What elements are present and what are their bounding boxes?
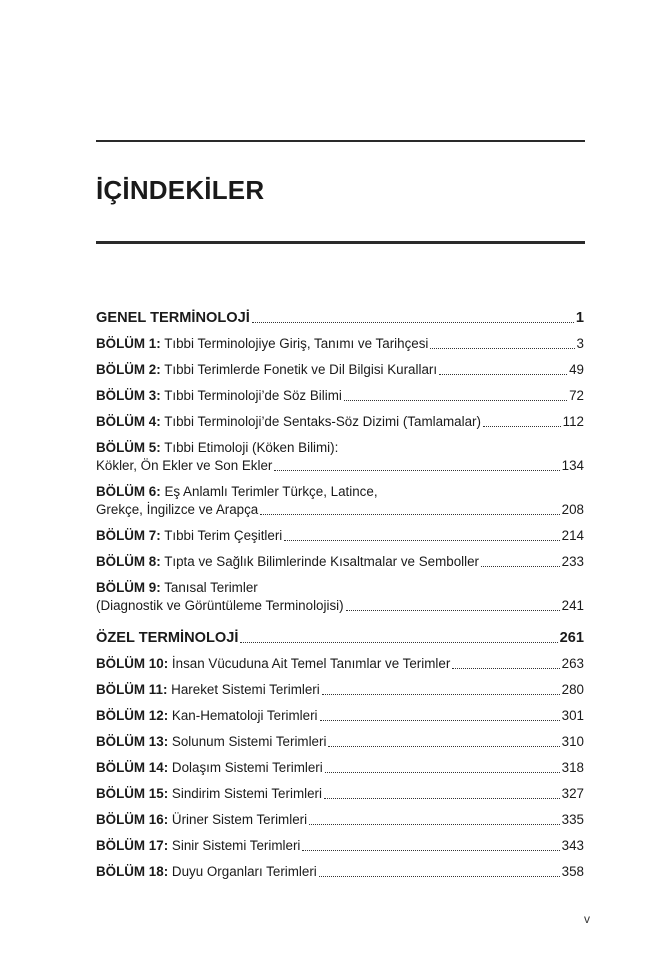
section-title: ÖZEL TERMİNOLOJİ [96, 630, 239, 646]
dot-leader [483, 426, 561, 427]
toc-entry-18[interactable] [96, 863, 584, 881]
chapter-title: Tıbbi Terim Çeşitleri [164, 528, 283, 543]
dot-leader [320, 720, 560, 721]
toc-entry-7[interactable] [96, 527, 584, 545]
toc-entry-5[interactable] [96, 439, 584, 475]
chapter-label: BÖLÜM 16: [96, 812, 169, 827]
chapter-label: BÖLÜM 12: [96, 708, 169, 723]
chapter-title: Dolaşım Sistemi Terimleri [171, 760, 323, 775]
toc-entry-6[interactable] [96, 483, 584, 519]
dot-leader [346, 610, 560, 611]
page-ref: 72 [569, 388, 584, 403]
chapter-title: Tıbbi Etimoloji (Köken Bilimi): [164, 440, 339, 455]
toc-entry-12[interactable] [96, 707, 584, 725]
page-ref: 49 [569, 362, 584, 377]
chapter-label: BÖLÜM 11: [96, 682, 168, 697]
dot-leader [309, 824, 560, 825]
page-ref: 241 [561, 598, 584, 613]
page-ref: 310 [561, 734, 584, 749]
page-ref: 112 [562, 414, 584, 429]
chapter-title: Sindirim Sistemi Terimleri [171, 786, 322, 801]
page-ref: 343 [561, 838, 584, 853]
page-ref: 208 [561, 502, 584, 517]
dot-leader [481, 566, 560, 567]
toc-entry-14[interactable] [96, 759, 584, 777]
toc-entry-1[interactable] [96, 335, 584, 353]
toc-entry-8[interactable] [96, 553, 584, 571]
page-ref: 134 [561, 458, 584, 473]
dot-leader [252, 322, 574, 323]
page-ref: 280 [561, 682, 584, 697]
page-ref: 214 [561, 528, 584, 543]
dot-leader [260, 514, 559, 515]
dot-leader [322, 694, 560, 695]
chapter-label: BÖLÜM 4: [96, 414, 161, 429]
table-of-contents [96, 309, 584, 889]
chapter-label: BÖLÜM 15: [96, 786, 169, 801]
page-ref: 301 [561, 708, 584, 723]
dot-leader [240, 642, 557, 643]
top-rule [96, 140, 585, 142]
toc-section-ozel[interactable] [96, 629, 584, 647]
chapter-title: Solunum Sistemi Terimleri [171, 734, 327, 749]
bottom-rule [96, 241, 585, 244]
chapter-title: Duyu Organları Terimleri [171, 864, 317, 879]
toc-entry-15[interactable] [96, 785, 584, 803]
chapter-title: İnsan Vücuduna Ait Temel Tanımlar ve Terimler [171, 656, 451, 671]
chapter-title: Tıbbi Terminoloji’de Sentaks-Söz Dizimi (Tamlamalar) [164, 414, 481, 429]
dot-leader [302, 850, 559, 851]
page-ref: 263 [561, 656, 584, 671]
toc-entry-2[interactable] [96, 361, 584, 379]
toc-entry-16[interactable] [96, 811, 584, 829]
chapter-label: BÖLÜM 7: [96, 528, 161, 543]
chapter-title-cont: Kökler, Ön Ekler ve Son Ekler [96, 458, 273, 473]
chapter-title-cont: (Diagnostik ve Görüntüleme Terminolojisi) [96, 598, 344, 613]
dot-leader [344, 400, 567, 401]
chapter-label: BÖLÜM 9: [96, 580, 161, 595]
chapter-title: Sinir Sistemi Terimleri [171, 838, 301, 853]
chapter-title: Eş Anlamlı Terimler Türkçe, Latince, [164, 484, 378, 499]
dot-leader [430, 348, 574, 349]
chapter-label: BÖLÜM 5: [96, 440, 161, 455]
chapter-label: BÖLÜM 18: [96, 864, 169, 879]
page-number: v [584, 912, 590, 926]
page-ref: 1 [575, 310, 584, 326]
page-ref: 3 [576, 336, 584, 351]
dot-leader [439, 374, 567, 375]
chapter-title-cont: Grekçe, İngilizce ve Arapça [96, 502, 259, 517]
chapter-label: BÖLÜM 3: [96, 388, 161, 403]
toc-section-genel[interactable] [96, 309, 584, 327]
page-ref: 261 [559, 630, 584, 646]
chapter-title: Üriner Sistem Terimleri [171, 812, 308, 827]
chapter-title: Tanısal Terimler [164, 580, 258, 595]
page-ref: 327 [561, 786, 584, 801]
chapter-label: BÖLÜM 2: [96, 362, 161, 377]
toc-entry-13[interactable] [96, 733, 584, 751]
dot-leader [324, 798, 560, 799]
chapter-label: BÖLÜM 13: [96, 734, 169, 749]
chapter-title: Hareket Sistemi Terimleri [171, 682, 320, 697]
toc-entry-10[interactable] [96, 655, 584, 673]
toc-entry-3[interactable] [96, 387, 584, 405]
chapter-label: BÖLÜM 14: [96, 760, 169, 775]
toc-entry-17[interactable] [96, 837, 584, 855]
chapter-label: BÖLÜM 10: [96, 656, 169, 671]
toc-entry-11[interactable] [96, 681, 584, 699]
toc-entry-4[interactable] [96, 413, 584, 431]
dot-leader [452, 668, 559, 669]
chapter-label: BÖLÜM 6: [96, 484, 161, 499]
page-ref: 335 [561, 812, 584, 827]
chapter-label: BÖLÜM 1: [96, 336, 161, 351]
chapter-title: Tıbbi Terminoloji’de Söz Bilimi [164, 388, 342, 403]
chapter-label: BÖLÜM 8: [96, 554, 161, 569]
page-title: İÇİNDEKİLER [96, 175, 265, 205]
chapter-title: Tıpta ve Sağlık Bilimlerinde Kısaltmalar ve Semboller [164, 554, 480, 569]
page-ref: 358 [561, 864, 584, 879]
dot-leader [284, 540, 559, 541]
chapter-label: BÖLÜM 17: [96, 838, 169, 853]
section-title: GENEL TERMİNOLOJİ [96, 310, 250, 326]
dot-leader [319, 876, 560, 877]
page-ref: 318 [561, 760, 584, 775]
chapter-title: Kan-Hematoloji Terimleri [171, 708, 318, 723]
dot-leader [325, 772, 560, 773]
page-ref: 233 [561, 554, 584, 569]
dot-leader [328, 746, 559, 747]
toc-entry-9[interactable] [96, 579, 584, 615]
dot-leader [274, 470, 559, 471]
chapter-title: Tıbbi Terimlerde Fonetik ve Dil Bilgisi Kuralları [164, 362, 438, 377]
chapter-title: Tıbbi Terminolojiye Giriş, Tanımı ve Tarihçesi [164, 336, 429, 351]
